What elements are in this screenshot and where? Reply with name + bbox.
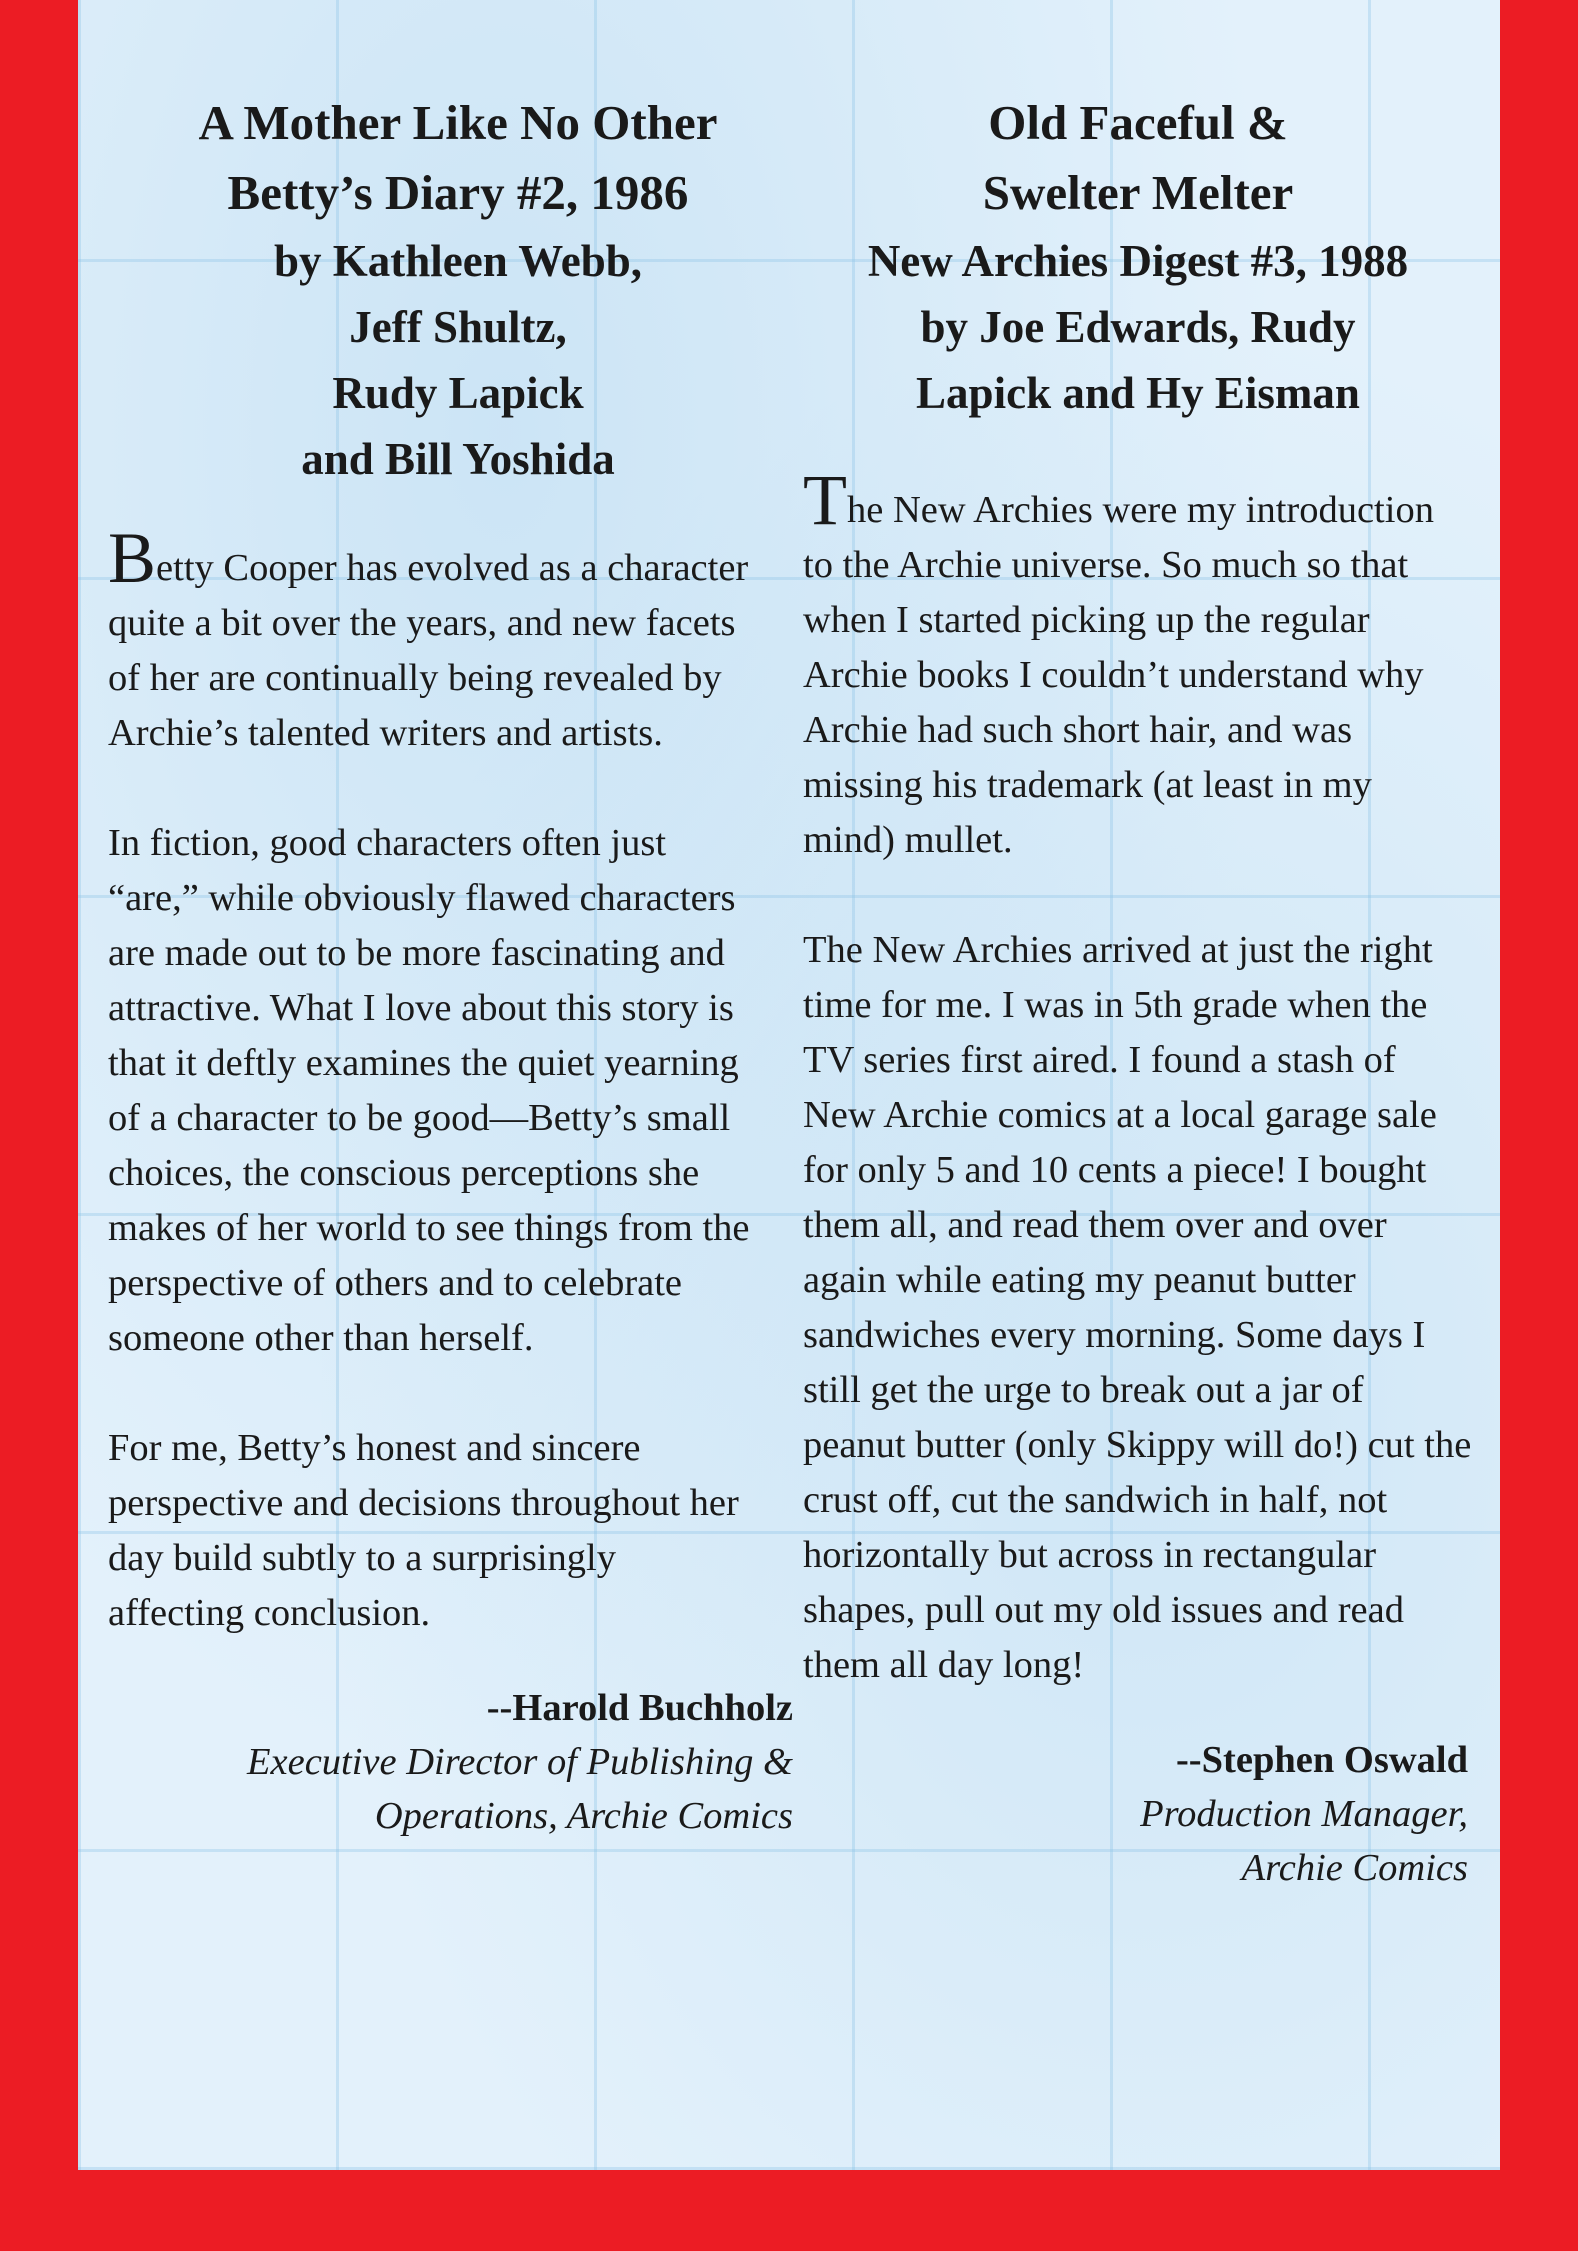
left-signature bbox=[108, 1681, 793, 1843]
right-paragraph-1-text: he New Archies were my introduction to the Archie universe. So much so that when I started picking up the regular Archie books I couldn’t understand why Archie had such short hair, and was missing his trademark (at least in my mind) mullet. bbox=[803, 489, 1434, 861]
left-title: A Mother Like No Other bbox=[198, 95, 718, 150]
right-signature-role-1: Production Manager, bbox=[1140, 1793, 1468, 1835]
comic-background-panel bbox=[78, 0, 1500, 2170]
right-issue: New Archies Digest #3, 1988 bbox=[867, 236, 1409, 286]
left-credits-line-3: Rudy Lapick bbox=[332, 368, 584, 418]
left-signature-name: --Harold Buchholz bbox=[486, 1687, 793, 1729]
left-dropcap: B bbox=[108, 518, 157, 598]
left-paragraph-1-text: etty Cooper has evolved as a character quite a bit over the years, and new facets of her are continually being revealed by Archie’s talented writers and artists. bbox=[108, 547, 749, 754]
left-credits-line-1: by Kathleen Webb, bbox=[274, 236, 642, 286]
right-body bbox=[803, 460, 1473, 1693]
right-signature-role-2: Archie Comics bbox=[1241, 1847, 1468, 1889]
left-credits-line-2: Jeff Shultz, bbox=[349, 302, 567, 352]
right-signature-name: --Stephen Oswald bbox=[1175, 1739, 1468, 1781]
left-body bbox=[108, 518, 758, 1641]
left-paragraph-1 bbox=[108, 518, 758, 761]
left-article bbox=[108, 88, 808, 1843]
right-paragraph-2: The New Archies arrived at just the right time for me. I was in 5th grade when the TV series first aired. I found a stash of New Archie comics at a local garage sale for only 5 and 10 cents a piece! I bought them all, and read them over and over again while eating my peanut butter sandwiches every morning. Some days I still get the urge to break out a jar of peanut butter (only Skippy will do!) cut the crust off, cut the sandwich in half, not horizontally but across in rectangular shapes, pull out my old issues and read them all day long! bbox=[803, 929, 1472, 1686]
left-paragraph-3: For me, Betty’s honest and sincere perspective and decisions throughout her day build subtly to a surprisingly affecting conclusion. bbox=[108, 1427, 739, 1634]
right-signature bbox=[803, 1733, 1468, 1895]
right-heading bbox=[803, 88, 1473, 426]
left-paragraph-2: In fiction, good characters often just “are,” while obviously flawed characters are made out to be more fascinating and attractive. What I love about this story is that it deftly examines the quiet yearning of a character to be good—Betty’s small choices, the conscious perceptions she makes of her world to see things from the perspective of others and to celebrate someone other than herself. bbox=[108, 822, 750, 1359]
right-credits-line-2: Lapick and Hy Eisman bbox=[916, 368, 1360, 418]
left-signature-role-2: Operations, Archie Comics bbox=[374, 1795, 793, 1837]
right-credits-line-1: by Joe Edwards, Rudy bbox=[920, 302, 1356, 352]
right-title-line-2: Swelter Melter bbox=[982, 165, 1294, 220]
right-paragraph-1 bbox=[803, 460, 1473, 868]
left-heading bbox=[108, 88, 808, 492]
right-title-line-1: Old Faceful & bbox=[988, 95, 1288, 150]
right-article bbox=[803, 88, 1473, 1895]
left-signature-role-1: Executive Director of Publishing & bbox=[247, 1741, 793, 1783]
right-dropcap: T bbox=[803, 460, 847, 540]
left-issue: Betty’s Diary #2, 1986 bbox=[227, 165, 689, 220]
left-credits-line-4: and Bill Yoshida bbox=[301, 434, 615, 484]
